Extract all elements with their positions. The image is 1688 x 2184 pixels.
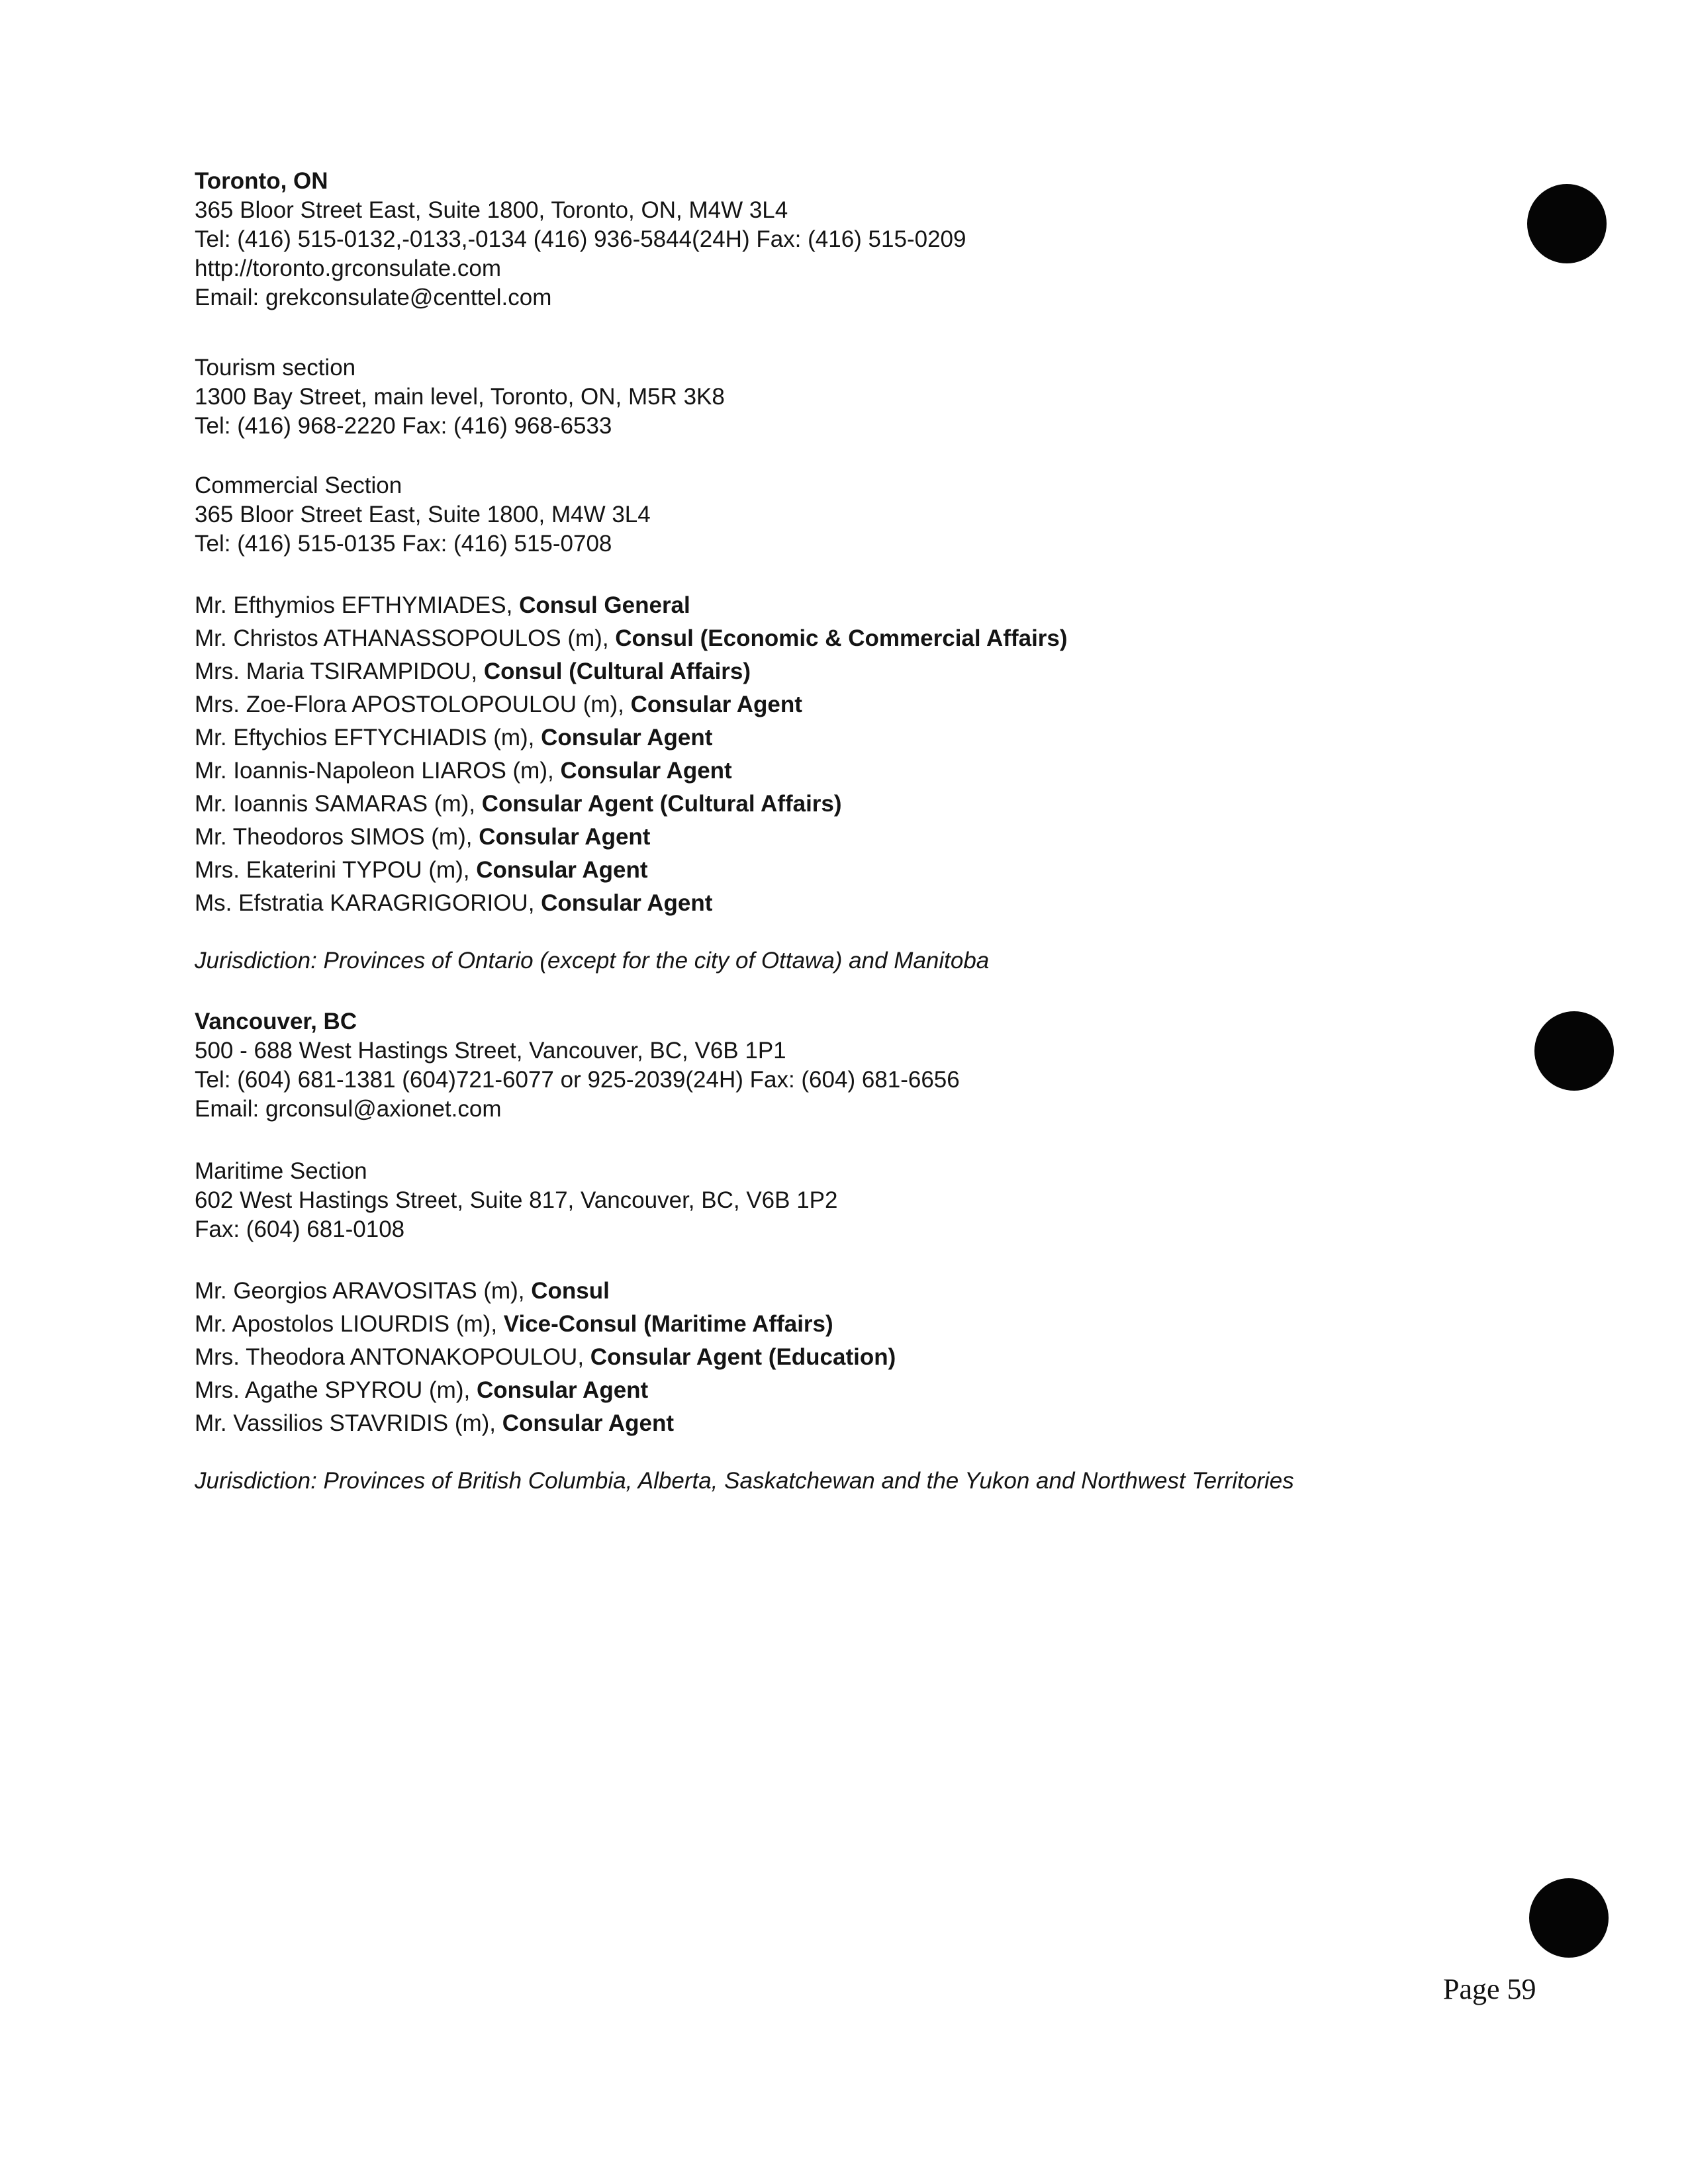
staff-name: Mrs. Agathe SPYROU (m), xyxy=(195,1377,477,1403)
staff-role: Consular Agent xyxy=(479,824,651,850)
staff-row xyxy=(195,887,1519,920)
staff-row xyxy=(195,1308,1519,1341)
staff-row xyxy=(195,622,1519,655)
staff-name: Mr. Efthymios EFTHYMIADES, xyxy=(195,592,520,618)
address-line: 365 Bloor Street East, Suite 1800, Toronto, ON, M4W 3L4 xyxy=(195,197,788,223)
punch-hole xyxy=(1534,1011,1614,1091)
staff-name: Mr. Apostolos LIOURDIS (m), xyxy=(195,1311,504,1337)
fax-line: Fax: (604) 681-0108 xyxy=(195,1216,405,1242)
phone-line: Tel: (416) 968-2220 Fax: (416) 968-6533 xyxy=(195,413,612,439)
consulate-listing xyxy=(195,167,1519,1496)
staff-row xyxy=(195,821,1519,854)
staff-row xyxy=(195,1275,1519,1308)
staff-role: Consular Agent xyxy=(630,692,802,717)
city-heading: Toronto, ON xyxy=(195,168,328,194)
staff-row xyxy=(195,1341,1519,1374)
staff-row xyxy=(195,589,1519,622)
staff-role: Consular Agent xyxy=(541,890,713,916)
staff-name: Mr. Ioannis SAMARAS (m), xyxy=(195,791,482,817)
maritime-section xyxy=(195,1157,1519,1244)
staff-row xyxy=(195,688,1519,721)
staff-role: Consular Agent (Education) xyxy=(590,1344,896,1370)
tourism-section xyxy=(195,353,1519,441)
staff-name: Mr. Eftychios EFTYCHIADIS (m), xyxy=(195,725,541,751)
staff-role: Consul General xyxy=(519,592,690,618)
staff-name: Mr. Vassilios STAVRIDIS (m), xyxy=(195,1410,502,1436)
staff-role: Vice-Consul (Maritime Affairs) xyxy=(503,1311,833,1337)
staff-role: Consular Agent xyxy=(541,725,713,751)
punch-hole xyxy=(1527,184,1607,263)
staff-role: Consular Agent xyxy=(560,758,732,784)
section-title: Maritime Section xyxy=(195,1158,367,1184)
toronto-section xyxy=(195,167,1519,976)
email-line: Email: grconsul@axionet.com xyxy=(195,1096,502,1122)
phone-line: Tel: (416) 515-0135 Fax: (416) 515-0708 xyxy=(195,531,612,557)
staff-list xyxy=(195,589,1519,920)
address-line: 1300 Bay Street, main level, Toronto, ON, M5R 3K8 xyxy=(195,384,725,410)
address-line: 602 West Hastings Street, Suite 817, Vancouver, BC, V6B 1P2 xyxy=(195,1187,838,1213)
staff-row xyxy=(195,854,1519,887)
staff-row xyxy=(195,1374,1519,1407)
section-title: Tourism section xyxy=(195,355,356,381)
staff-role: Consular Agent (Cultural Affairs) xyxy=(481,791,842,817)
staff-role: Consul (Cultural Affairs) xyxy=(483,659,751,684)
staff-name: Mr. Theodoros SIMOS (m), xyxy=(195,824,479,850)
staff-row xyxy=(195,754,1519,788)
phone-line: Tel: (416) 515-0132,-0133,-0134 (416) 936-5844(24H) Fax: (416) 515-0209 xyxy=(195,226,966,252)
staff-name: Mrs. Maria TSIRAMPIDOU, xyxy=(195,659,484,684)
phone-line: Tel: (604) 681-1381 (604)721-6077 or 925-2039(24H) Fax: (604) 681-6656 xyxy=(195,1067,960,1093)
staff-name: Mrs. Zoe-Flora APOSTOLOPOULOU (m), xyxy=(195,692,631,717)
jurisdiction-note: Jurisdiction: Provinces of Ontario (except for the city of Ottawa) and Manitoba xyxy=(195,948,990,974)
address-line: 365 Bloor Street East, Suite 1800, M4W 3L4 xyxy=(195,502,651,527)
staff-row xyxy=(195,1407,1519,1440)
staff-name: Mr. Georgios ARAVOSITAS (m), xyxy=(195,1278,532,1304)
website-link[interactable]: http://toronto.grconsulate.com xyxy=(195,255,502,281)
email-line: Email: grekconsulate@centtel.com xyxy=(195,285,552,310)
staff-row xyxy=(195,788,1519,821)
staff-role: Consular Agent xyxy=(476,1377,649,1403)
vancouver-section xyxy=(195,1007,1519,1496)
staff-role: Consular Agent xyxy=(476,857,648,883)
staff-name: Mr. Christos ATHANASSOPOULOS (m), xyxy=(195,625,616,651)
staff-row xyxy=(195,721,1519,754)
section-title: Commercial Section xyxy=(195,473,402,498)
staff-role: Consul (Economic & Commercial Affairs) xyxy=(615,625,1068,651)
city-heading: Vancouver, BC xyxy=(195,1009,357,1034)
staff-list xyxy=(195,1275,1519,1440)
staff-row xyxy=(195,655,1519,688)
page-number: Page 59 xyxy=(1443,1973,1536,2005)
commercial-section xyxy=(195,471,1519,559)
address-line: 500 - 688 West Hastings Street, Vancouver, BC, V6B 1P1 xyxy=(195,1038,786,1064)
staff-name: Mr. Ioannis-Napoleon LIAROS (m), xyxy=(195,758,561,784)
staff-name: Mrs. Theodora ANTONAKOPOULOU, xyxy=(195,1344,590,1370)
staff-role: Consular Agent xyxy=(502,1410,675,1436)
staff-name: Ms. Efstratia KARAGRIGORIOU, xyxy=(195,890,541,916)
staff-role: Consul xyxy=(531,1278,610,1304)
punch-hole xyxy=(1529,1878,1609,1958)
staff-name: Mrs. Ekaterini TYPOU (m), xyxy=(195,857,477,883)
jurisdiction-note: Jurisdiction: Provinces of British Columbia, Alberta, Saskatchewan and the Yukon and Northwest Territories xyxy=(195,1468,1294,1494)
